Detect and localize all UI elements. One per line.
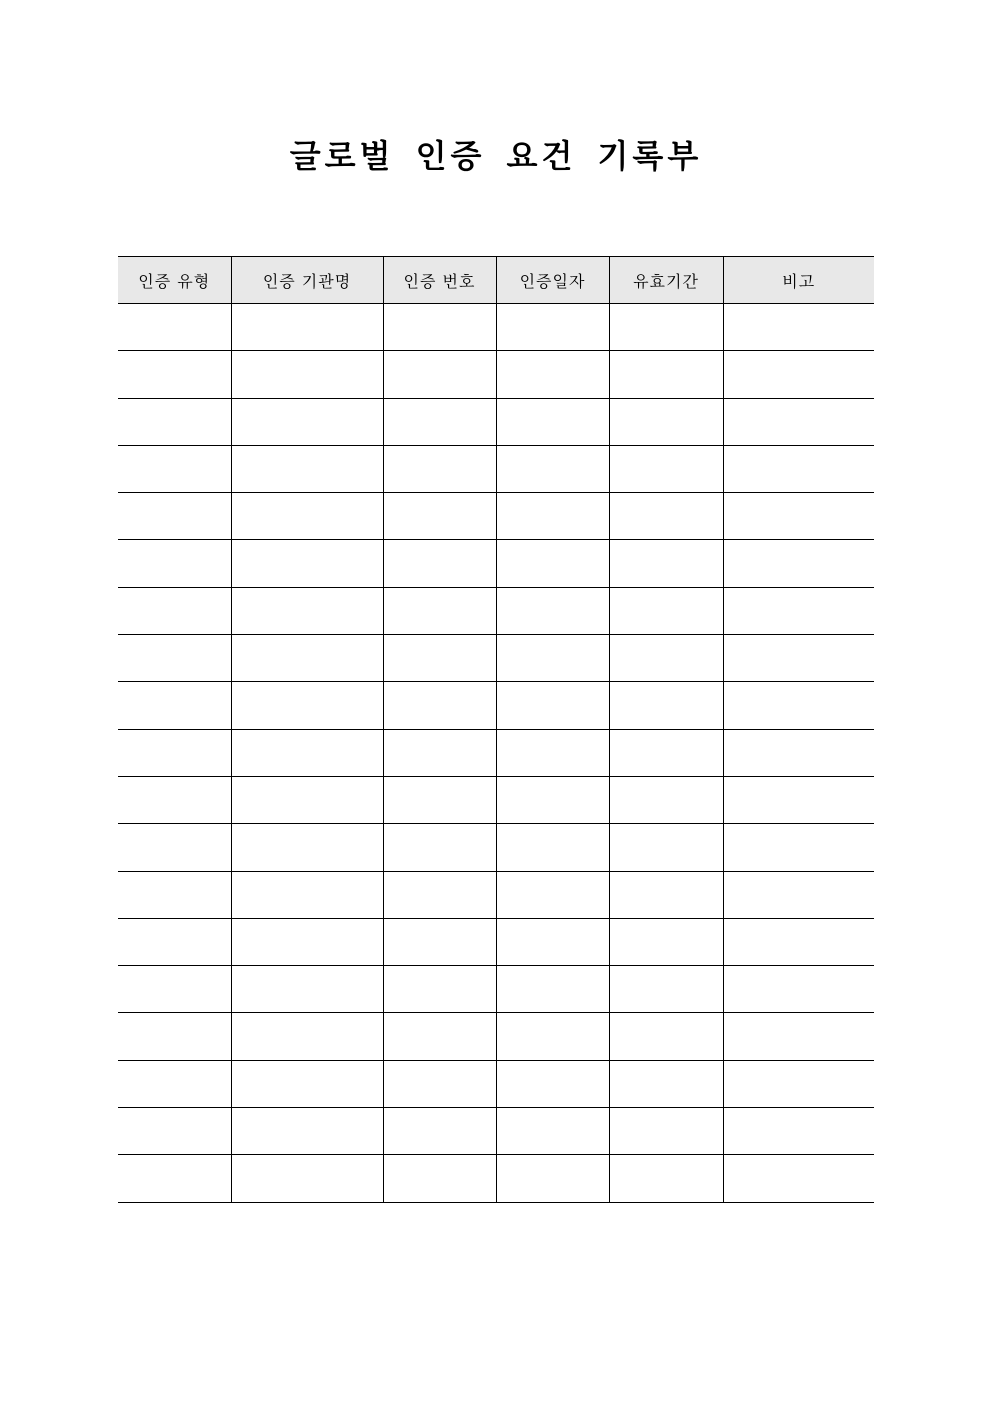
table-row [118,587,874,634]
table-cell-validity[interactable] [609,1108,723,1155]
table-cell-cert-body[interactable] [231,1108,383,1155]
table-cell-cert-number[interactable] [383,304,496,351]
table-cell-cert-date[interactable] [496,445,609,492]
table-cell-validity[interactable] [609,540,723,587]
table-cell-cert-number[interactable] [383,351,496,398]
table-cell-cert-body[interactable] [231,871,383,918]
table-cell-cert-body[interactable] [231,587,383,634]
table-cell-cert-date[interactable] [496,1060,609,1107]
table-cell-remarks[interactable] [723,682,874,729]
table-cell-cert-body[interactable] [231,682,383,729]
table-cell-remarks[interactable] [723,635,874,682]
table-cell-cert-type[interactable] [118,1013,231,1060]
table-cell-cert-body[interactable] [231,966,383,1013]
table-cell-cert-date[interactable] [496,1108,609,1155]
table-row [118,871,874,918]
page-title: 글로벌 인증 요건 기록부 [289,137,703,175]
table-cell-cert-number[interactable] [383,1013,496,1060]
table-cell-validity[interactable] [609,635,723,682]
table-cell-validity[interactable] [609,729,723,776]
table-cell-validity[interactable] [609,445,723,492]
table-cell-cert-date[interactable] [496,1013,609,1060]
table-cell-cert-date[interactable] [496,871,609,918]
table-cell-cert-date[interactable] [496,587,609,634]
table-row [118,493,874,540]
table-cell-validity[interactable] [609,351,723,398]
table-cell-cert-date[interactable] [496,824,609,871]
table-cell-cert-date[interactable] [496,776,609,823]
table-body [118,304,874,1203]
table-cell-validity[interactable] [609,966,723,1013]
table-cell-cert-type[interactable] [118,445,231,492]
table-cell-cert-number[interactable] [383,966,496,1013]
table-cell-cert-date[interactable] [496,729,609,776]
table-cell-cert-number[interactable] [383,871,496,918]
table-cell-cert-body[interactable] [231,776,383,823]
table-cell-cert-body[interactable] [231,493,383,540]
table-cell-remarks[interactable] [723,1155,874,1202]
table-cell-cert-type[interactable] [118,351,231,398]
table-cell-remarks[interactable] [723,493,874,540]
table-cell-remarks[interactable] [723,918,874,965]
column-header-remarks: 비고 [723,257,874,304]
table-cell-validity[interactable] [609,682,723,729]
table-cell-validity[interactable] [609,871,723,918]
table-cell-cert-number[interactable] [383,540,496,587]
certification-record-table [118,256,874,1203]
table-cell-remarks[interactable] [723,1108,874,1155]
table-cell-cert-number[interactable] [383,776,496,823]
table-cell-cert-number[interactable] [383,824,496,871]
table-cell-cert-type[interactable] [118,776,231,823]
table-cell-cert-body[interactable] [231,445,383,492]
table-cell-cert-type[interactable] [118,1060,231,1107]
table-cell-cert-type[interactable] [118,304,231,351]
table-cell-remarks[interactable] [723,824,874,871]
table-cell-cert-number[interactable] [383,918,496,965]
table-header-row [118,257,874,304]
table-cell-cert-type[interactable] [118,1108,231,1155]
table-cell-remarks[interactable] [723,587,874,634]
table-cell-cert-number[interactable] [383,1060,496,1107]
column-header-cert-type: 인증 유형 [118,257,231,304]
table-cell-cert-type[interactable] [118,682,231,729]
table-cell-cert-date[interactable] [496,966,609,1013]
table-row [118,1155,874,1202]
table-cell-validity[interactable] [609,824,723,871]
table-cell-cert-type[interactable] [118,824,231,871]
table-cell-cert-date[interactable] [496,493,609,540]
table-cell-remarks[interactable] [723,1013,874,1060]
table-row [118,729,874,776]
table-cell-remarks[interactable] [723,304,874,351]
column-header-cert-date: 인증일자 [496,257,609,304]
table-cell-validity[interactable] [609,304,723,351]
table-cell-cert-date[interactable] [496,398,609,445]
table-cell-cert-body[interactable] [231,304,383,351]
table-cell-cert-number[interactable] [383,445,496,492]
table-cell-cert-type[interactable] [118,540,231,587]
table-cell-cert-body[interactable] [231,398,383,445]
table-row [118,635,874,682]
table-cell-cert-body[interactable] [231,918,383,965]
column-header-cert-number: 인증 번호 [383,257,496,304]
table-cell-cert-number[interactable] [383,1155,496,1202]
table-cell-cert-number[interactable] [383,493,496,540]
table-row [118,304,874,351]
table-cell-remarks[interactable] [723,351,874,398]
table-row [118,1108,874,1155]
table-cell-cert-date[interactable] [496,682,609,729]
table-cell-cert-number[interactable] [383,1108,496,1155]
table-cell-cert-type[interactable] [118,966,231,1013]
table-cell-remarks[interactable] [723,966,874,1013]
table-cell-cert-body[interactable] [231,1060,383,1107]
table-cell-cert-type[interactable] [118,493,231,540]
table-cell-cert-body[interactable] [231,635,383,682]
table-cell-cert-type[interactable] [118,918,231,965]
table-cell-cert-body[interactable] [231,729,383,776]
table-cell-cert-type[interactable] [118,729,231,776]
table-row [118,1013,874,1060]
table-row [118,398,874,445]
table-row [118,1060,874,1107]
table-cell-validity[interactable] [609,1155,723,1202]
table-cell-remarks[interactable] [723,398,874,445]
table-cell-remarks[interactable] [723,540,874,587]
table-row [118,824,874,871]
table-cell-cert-date[interactable] [496,1155,609,1202]
table-cell-cert-type[interactable] [118,398,231,445]
table-cell-remarks[interactable] [723,729,874,776]
table-cell-cert-number[interactable] [383,587,496,634]
table-cell-validity[interactable] [609,1013,723,1060]
table-cell-cert-type[interactable] [118,1155,231,1202]
table-cell-cert-body[interactable] [231,540,383,587]
table-cell-cert-body[interactable] [231,351,383,398]
table-cell-validity[interactable] [609,587,723,634]
table-row [118,540,874,587]
table-row [118,445,874,492]
column-header-validity: 유효기간 [609,257,723,304]
table-cell-cert-date[interactable] [496,635,609,682]
table-cell-remarks[interactable] [723,776,874,823]
table-cell-remarks[interactable] [723,871,874,918]
table-row [118,682,874,729]
table-row [118,776,874,823]
table-cell-cert-number[interactable] [383,682,496,729]
table-cell-cert-number[interactable] [383,635,496,682]
table-cell-validity[interactable] [609,918,723,965]
table-cell-validity[interactable] [609,776,723,823]
table-cell-cert-type[interactable] [118,871,231,918]
table-cell-remarks[interactable] [723,445,874,492]
table-cell-remarks[interactable] [723,1060,874,1107]
table-cell-validity[interactable] [609,1060,723,1107]
table-cell-cert-body[interactable] [231,1013,383,1060]
table-cell-validity[interactable] [609,398,723,445]
table-row [118,918,874,965]
table-cell-validity[interactable] [609,493,723,540]
table-cell-cert-type[interactable] [118,635,231,682]
column-header-cert-body: 인증 기관명 [231,257,383,304]
table-cell-cert-number[interactable] [383,729,496,776]
table-cell-cert-type[interactable] [118,587,231,634]
table-cell-cert-body[interactable] [231,1155,383,1202]
table-cell-cert-date[interactable] [496,540,609,587]
table-cell-cert-number[interactable] [383,398,496,445]
table-cell-cert-body[interactable] [231,824,383,871]
table-row [118,351,874,398]
table-row [118,966,874,1013]
table-cell-cert-date[interactable] [496,918,609,965]
table-cell-cert-date[interactable] [496,351,609,398]
table-cell-cert-date[interactable] [496,304,609,351]
